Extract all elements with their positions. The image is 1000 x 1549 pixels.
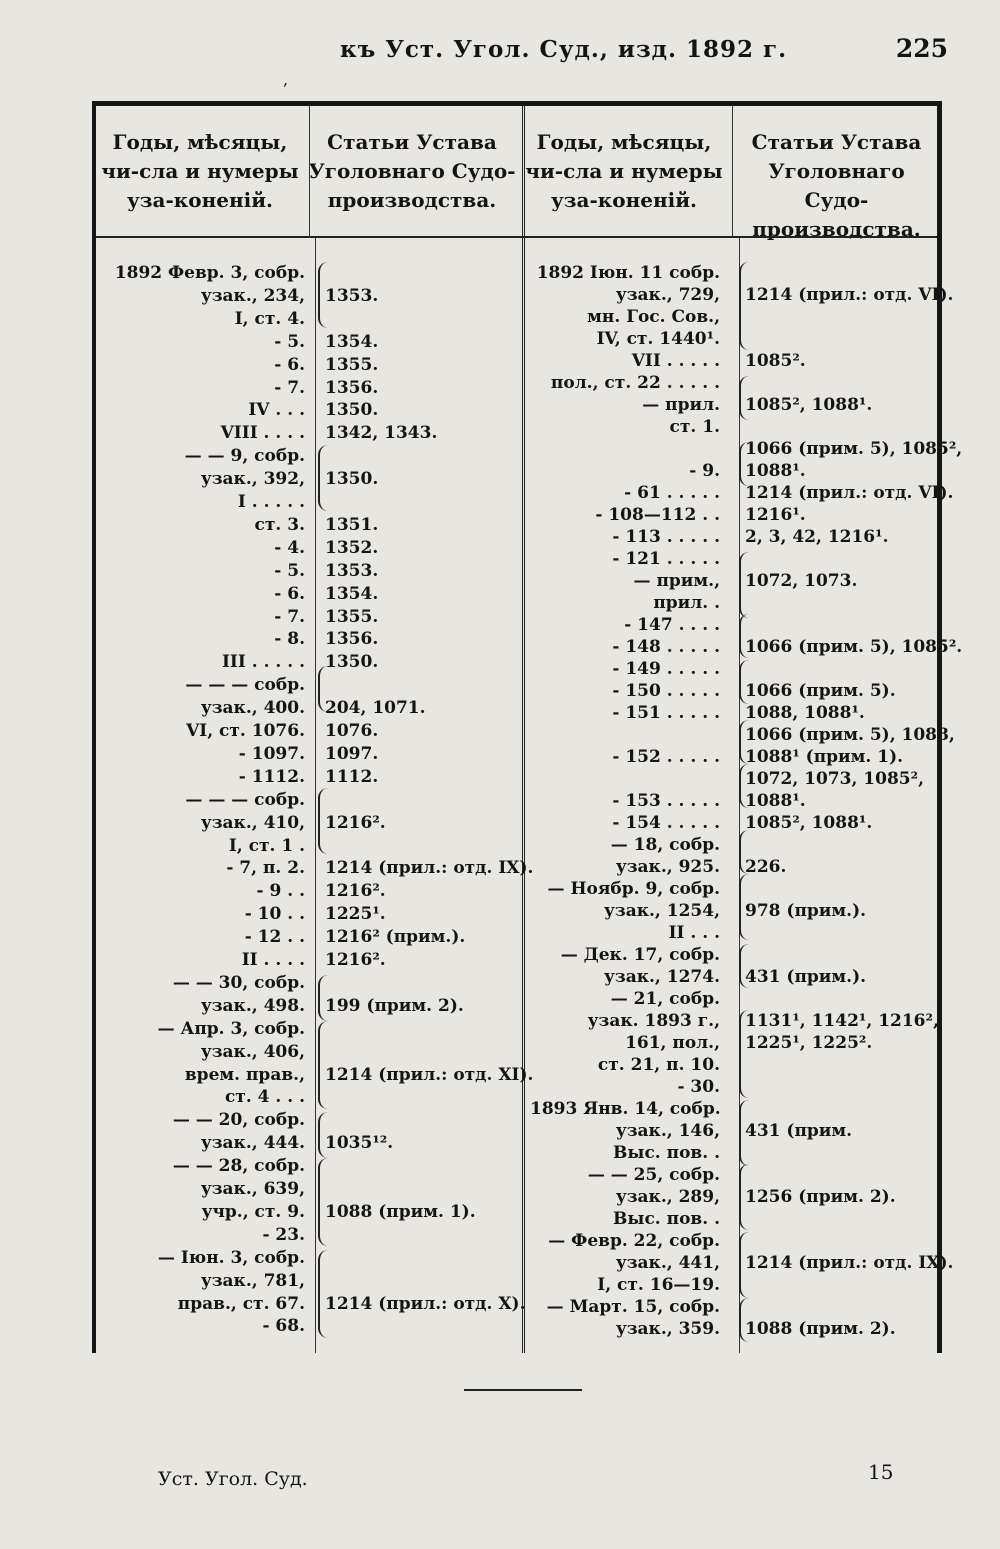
citation-cell: - 151 . . . . . xyxy=(612,703,720,723)
citation-cell: - 148 . . . . . xyxy=(612,637,720,657)
article-cell: 1216² (прим.). xyxy=(325,927,466,948)
citation-cell: ст. 4 . . . xyxy=(224,1087,305,1108)
header-mark: , xyxy=(283,70,289,89)
article-cell: 1351. xyxy=(325,514,379,535)
citation-cell: VII . . . . . xyxy=(631,351,720,371)
citation-cell: узак., 729, xyxy=(615,285,720,305)
article-cell: 1350. xyxy=(325,652,379,673)
article-cell: 1076. xyxy=(325,721,379,741)
column-divider xyxy=(732,106,733,238)
citation-cell: - 147 . . . . xyxy=(624,615,720,635)
brace xyxy=(739,1164,749,1230)
citation-cell: IV, ст. 1440¹. xyxy=(596,329,720,349)
article-cell: 1352. xyxy=(325,537,379,558)
brace xyxy=(739,614,749,658)
citation-cell: - 1112. xyxy=(238,766,305,787)
column-header-articles-right: Статьи Устава Уголовнаго Судо-производства. xyxy=(751,130,922,241)
citation-cell: — — 30, собр. xyxy=(172,972,305,993)
citation-cell: - 149 . . . . . xyxy=(612,659,720,679)
article-cell: 1088 (прим. 2). xyxy=(745,1319,896,1339)
citation-cell: 1892 Февр. 3, собр. xyxy=(114,263,305,283)
brace xyxy=(739,660,749,704)
citation-cell: узак., 1254, xyxy=(603,901,720,921)
citation-cell: - 8. xyxy=(274,629,305,650)
article-cell: 226. xyxy=(745,857,787,877)
citation-cell: - 61 . . . . . xyxy=(624,483,720,503)
citation-cell: - 121 . . . . . xyxy=(612,549,720,569)
column-header-articles-left: Статьи Устава Уголовнаго Судо-производства. xyxy=(308,130,516,212)
article-cell: 1216². xyxy=(325,950,386,970)
citation-cell: узак., 1274. xyxy=(603,967,720,987)
article-cell: 431 (прим. xyxy=(745,1121,853,1141)
citation-cell: - 153 . . . . . xyxy=(612,791,720,811)
citation-cell: — — 25, собр. xyxy=(587,1165,720,1185)
brace xyxy=(318,445,328,511)
citation-cell: ст. 3. xyxy=(254,514,305,535)
citation-cell: VIII . . . . xyxy=(220,423,305,444)
signature-line: Уст. Угол. Суд. xyxy=(158,1468,308,1490)
citation-cell: - 10 . . xyxy=(244,904,305,925)
citation-cell: 1892 Іюн. 11 собр. xyxy=(536,263,720,283)
column-header-dates-right: Годы, мѣсяцы, чи-сла и нумеры уза-коненій. xyxy=(525,130,723,212)
citation-cell: - 154 . . . . . xyxy=(612,813,720,833)
brace xyxy=(318,262,328,328)
citation-cell: VI, ст. 1076. xyxy=(186,721,305,741)
citation-cell: — прил. xyxy=(642,395,720,415)
article-cell: 1066 (прим. 5). xyxy=(745,681,896,701)
article-cell: 1355. xyxy=(325,606,379,627)
citation-cell: - 68. xyxy=(262,1316,305,1337)
citation-cell: узак., 925. xyxy=(615,857,720,877)
article-cell: 431 (прим.). xyxy=(745,967,867,987)
citation-cell: - 108—112 . . xyxy=(595,505,720,525)
article-cell: 1112. xyxy=(325,766,379,787)
citation-cell: узак., 441, xyxy=(615,1253,720,1273)
citation-cell: III . . . . . xyxy=(221,652,305,673)
article-cell: 1256 (прим. 2). xyxy=(745,1187,896,1207)
citation-cell: — Ноябр. 9, собр. xyxy=(547,879,720,899)
brace xyxy=(739,830,749,874)
citation-cell: - 12 . . xyxy=(244,927,305,948)
article-cell: 1225¹, 1225². xyxy=(745,1033,873,1053)
article-cell: 1085², 1088¹. xyxy=(745,395,873,415)
article-cell: 1214 (прил.: отд. VI). xyxy=(745,285,954,305)
column-divider xyxy=(309,106,310,238)
citation-cell: — — — собр. xyxy=(185,675,305,696)
citation-cell: - 6. xyxy=(274,583,305,604)
running-title: къ Уст. Угол. Суд., изд. 1892 г. xyxy=(340,36,788,63)
citation-cell: Выс. пов. . xyxy=(613,1143,720,1163)
article-cell: 1066 (прим. 5), 1085², xyxy=(745,439,963,459)
article-cell: 199 (прим. 2). xyxy=(325,995,464,1016)
citation-cell: — Апр. 3, собр. xyxy=(157,1018,305,1039)
citation-cell: — Іюн. 3, собр. xyxy=(157,1247,305,1268)
citation-cell: прав., ст. 67. xyxy=(177,1293,305,1314)
article-cell: 1097. xyxy=(325,743,379,764)
article-cell: 1214 (прил.: отд. IX). xyxy=(325,858,534,879)
article-cell: 1085². xyxy=(745,351,806,371)
article-cell: 1066 (прим. 5), 1085². xyxy=(745,637,963,657)
article-cell: 1088¹. xyxy=(745,791,806,811)
citation-cell: - 7. xyxy=(274,377,305,398)
citation-cell: II . . . xyxy=(668,923,720,943)
article-cell: 1088¹ (прим. 1). xyxy=(745,747,904,767)
article-cell: 1355. xyxy=(325,354,379,375)
citation-cell: - 6. xyxy=(274,354,305,375)
citation-cell: IV . . . xyxy=(248,400,305,421)
brace xyxy=(739,1010,749,1098)
citation-cell: узак., 359. xyxy=(615,1319,720,1339)
citation-cell: прил. . xyxy=(653,593,720,613)
article-cell: 1353. xyxy=(325,285,379,306)
article-cell: 1216¹. xyxy=(745,505,806,525)
citation-cell: - 7. xyxy=(274,606,305,627)
article-cell: 1342, 1343. xyxy=(325,423,438,444)
article-cell: 1356. xyxy=(325,629,379,650)
brace xyxy=(739,1298,749,1342)
citation-cell: - 1097. xyxy=(238,743,305,764)
brace xyxy=(318,1112,328,1158)
sheet-number: 15 xyxy=(868,1460,894,1484)
brace xyxy=(739,1232,749,1298)
header-divider xyxy=(96,236,937,238)
citation-cell: - 152 . . . . . xyxy=(612,747,720,767)
citation-cell: узак., 400. xyxy=(200,698,305,719)
citation-cell: I, ст. 4. xyxy=(234,308,305,329)
brace xyxy=(739,874,749,940)
citation-cell: I, ст. 16—19. xyxy=(597,1275,720,1295)
citation-cell: - 150 . . . . . xyxy=(612,681,720,701)
brace xyxy=(318,1021,328,1109)
brace xyxy=(739,442,749,486)
citation-cell: - 113 . . . . . xyxy=(612,527,720,547)
brace xyxy=(318,666,328,712)
article-cell: 1354. xyxy=(325,331,379,352)
brace xyxy=(739,262,749,350)
citation-cell: - 9. xyxy=(689,461,720,481)
citation-cell: - 5. xyxy=(274,560,305,581)
column-divider xyxy=(315,238,316,1353)
citation-cell: - 5. xyxy=(274,331,305,352)
article-cell: 1214 (прил.: отд. IX). xyxy=(745,1253,954,1273)
article-cell: 1072, 1073, 1085², xyxy=(745,769,924,789)
citation-cell: II . . . . xyxy=(241,950,305,970)
article-cell: 978 (прим.). xyxy=(745,901,867,921)
citation-cell: узак., 781, xyxy=(200,1270,305,1291)
brace xyxy=(739,764,749,808)
citation-cell: - 4. xyxy=(274,537,305,558)
page-number: 225 xyxy=(895,34,948,63)
brace xyxy=(739,552,749,618)
article-cell: 1214 (прил.: отд. VI). xyxy=(745,483,954,503)
article-cell: 2, 3, 42, 1216¹. xyxy=(745,527,889,547)
brace xyxy=(739,944,749,988)
citation-cell: 1893 Янв. 14, собр. xyxy=(530,1099,721,1119)
article-cell: 1216². xyxy=(325,812,386,833)
article-cell: 1088 (прим. 1). xyxy=(325,1201,476,1222)
citation-cell: узак., 392, xyxy=(200,469,305,490)
citation-cell: ст. 21, п. 10. xyxy=(597,1055,720,1075)
citation-cell: узак., 498. xyxy=(200,995,305,1016)
citation-cell: I, ст. 1 . xyxy=(228,835,305,856)
citation-cell: узак., 639, xyxy=(200,1179,305,1199)
citation-cell: — 21, собр. xyxy=(610,989,720,1009)
citation-cell: - 9 . . xyxy=(256,881,305,902)
citation-cell: - 23. xyxy=(262,1224,305,1245)
citation-cell: — Февр. 22, собр. xyxy=(548,1231,720,1251)
brace xyxy=(318,1158,328,1246)
citation-cell: узак. 1893 г., xyxy=(587,1011,720,1031)
article-cell: 1131¹, 1142¹, 1216², xyxy=(745,1011,939,1031)
article-cell: 1353. xyxy=(325,560,379,581)
article-cell: 1214 (прил.: отд. X). xyxy=(325,1293,526,1314)
article-cell: 1216². xyxy=(325,881,386,902)
brace xyxy=(739,376,749,420)
citation-cell: 161, пол., xyxy=(625,1033,720,1053)
citation-cell: — — 28, собр. xyxy=(172,1156,305,1177)
column-divider-center xyxy=(522,106,525,1353)
citation-cell: мн. Гос. Сов., xyxy=(587,307,720,327)
citation-cell: узак., 146, xyxy=(615,1121,720,1141)
article-cell: 1088, 1088¹. xyxy=(745,703,865,723)
article-cell: 1085², 1088¹. xyxy=(745,813,873,833)
article-cell: 1066 (прим. 5), 1088, xyxy=(745,725,955,745)
citation-cell: узак., 410, xyxy=(200,812,305,833)
article-cell: 1354. xyxy=(325,583,379,604)
article-cell: 1088¹. xyxy=(745,461,806,481)
page-header xyxy=(0,30,1000,89)
citation-cell: I . . . . . xyxy=(237,492,305,512)
citation-cell: - 7, п. 2. xyxy=(226,858,305,879)
citation-cell: — 18, собр. xyxy=(610,835,720,855)
citation-cell: ст. 1. xyxy=(669,417,720,437)
citation-cell: — Дек. 17, собр. xyxy=(560,945,720,965)
article-cell: 1214 (прил.: отд. XI). xyxy=(325,1064,534,1085)
citation-cell: — — 20, собр. xyxy=(172,1110,305,1131)
article-cell: 1072, 1073. xyxy=(745,571,858,591)
citation-cell: — прим., xyxy=(633,571,720,591)
article-cell: 1356. xyxy=(325,377,379,398)
article-cell: 204, 1071. xyxy=(325,698,426,719)
brace xyxy=(739,720,749,764)
article-cell: 1035¹². xyxy=(325,1133,394,1154)
article-cell: 1350. xyxy=(325,400,379,421)
article-cell: 1225¹. xyxy=(325,904,386,925)
citation-cell: Выс. пов. . xyxy=(613,1209,720,1229)
citation-cell: - 30. xyxy=(677,1077,720,1097)
brace xyxy=(318,975,328,1021)
brace xyxy=(318,1250,328,1338)
citation-cell: — Март. 15, собр. xyxy=(546,1297,720,1317)
citation-cell: учр., ст. 9. xyxy=(201,1201,305,1222)
citation-cell: узак., 289, xyxy=(615,1187,720,1207)
brace xyxy=(318,788,328,854)
closing-rule xyxy=(464,1389,582,1391)
citation-cell: узак., 406, xyxy=(200,1041,305,1062)
citation-cell: врем. прав., xyxy=(184,1064,305,1085)
citation-cell: узак., 234, xyxy=(200,285,305,306)
brace xyxy=(739,1100,749,1166)
article-cell: 1350. xyxy=(325,469,379,490)
citation-cell: узак., 444. xyxy=(200,1133,305,1154)
citation-cell: пол., ст. 22 . . . . . xyxy=(550,373,720,393)
citation-cell: — — — собр. xyxy=(185,789,305,810)
citation-cell: — — 9, собр. xyxy=(184,446,305,467)
column-header-dates-left: Годы, мѣсяцы, чи-сла и нумеры уза-коненій. xyxy=(101,130,299,212)
